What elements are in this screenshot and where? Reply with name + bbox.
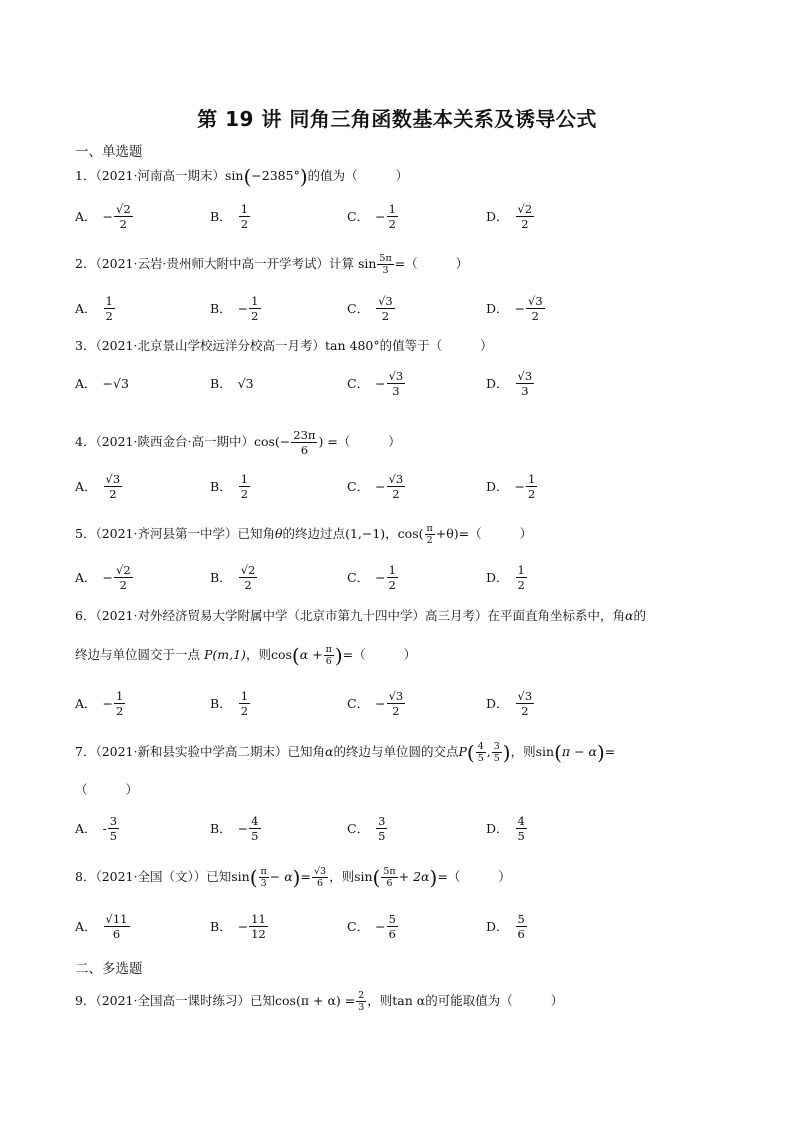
option-b (210, 363, 254, 403)
option-label: B． (210, 376, 232, 391)
denominator: 2 (240, 486, 249, 501)
denominator: 2 (244, 577, 252, 592)
option-a (75, 288, 116, 328)
denominator: 2 (240, 703, 249, 718)
option-sign: − (514, 300, 526, 316)
denominator: 3 (521, 383, 529, 398)
section-heading-multi-choice: 二、多选题 (75, 961, 143, 977)
numerator: 1 (528, 471, 536, 486)
option-label: A． (75, 821, 97, 836)
numerator: √3 (517, 368, 533, 383)
option-label: C． (347, 376, 370, 391)
option-fraction (114, 202, 133, 231)
option-b (210, 288, 262, 328)
option-fraction (526, 294, 545, 323)
option-fraction (526, 472, 537, 501)
denominator: 12 (251, 926, 266, 941)
option-fraction (249, 814, 260, 843)
option-b (210, 466, 251, 506)
numerator: 1 (517, 562, 525, 577)
fraction: $\frac{\pi}{2}$ (426, 523, 433, 546)
option-label: D． (486, 301, 509, 316)
option-fraction (249, 294, 260, 323)
fraction: $\frac{5\pi}{6}$ (383, 866, 396, 889)
numerator: √3 (105, 471, 121, 486)
fraction: $\frac{√3}{6}$ (313, 866, 327, 889)
option-sign: - (102, 820, 107, 836)
question-3: 3．（2021·北京景山学校远洋分校高一月考）tan 480°的值等于（ ） (75, 338, 493, 353)
option-label: D． (486, 376, 509, 391)
denominator: 5 (109, 828, 118, 843)
option-label: B． (210, 479, 232, 494)
option-label: B． (210, 209, 232, 224)
option-a (75, 196, 134, 236)
options-row (75, 906, 735, 946)
option-sign: − (237, 300, 249, 316)
denominator: 2 (251, 308, 259, 323)
denominator: 2 (119, 577, 127, 592)
options-row (75, 808, 735, 848)
numerator: 4 (517, 813, 525, 828)
numerator: √2 (116, 562, 131, 577)
fraction: $\frac{4}{5}$ (477, 741, 484, 764)
option-label: B． (210, 301, 232, 316)
option-fraction (516, 369, 535, 398)
option-value: −√3 (102, 375, 129, 391)
options-row (75, 196, 735, 236)
option-fraction (376, 294, 395, 323)
numerator: 1 (240, 201, 249, 216)
option-label: A． (75, 209, 97, 224)
option-label: D． (486, 919, 509, 934)
question-8: 8．（2021·全国（文））已知sin( $\frac{\pi}{3}$ − α)= $\frac{√3}{6}$ ，则sin( $\frac{5\pi}{6}$ + 2α)=（ ） (75, 865, 511, 890)
option-b (210, 683, 251, 723)
option-fraction (104, 472, 123, 501)
option-value: √3 (237, 375, 254, 391)
denominator: 2 (392, 703, 400, 718)
option-sign: − (375, 695, 386, 711)
option-fraction (108, 814, 119, 843)
option-label: A． (75, 696, 97, 711)
numerator: 1 (251, 293, 259, 308)
denominator: 2 (116, 703, 124, 718)
numerator: 11 (251, 911, 266, 926)
denominator: 3 (392, 383, 400, 398)
denominator: 2 (240, 216, 249, 231)
question-2: 2．（2021·云岩·贵州师大附中高一开学考试）计算 sin $\frac{5\pi}{3}$ =（ ） (75, 253, 469, 276)
option-c (347, 363, 406, 403)
option-sign: − (375, 569, 386, 585)
section-heading-single-choice: 一、单选题 (75, 144, 143, 160)
denominator: 2 (381, 308, 390, 323)
option-label: D． (486, 821, 509, 836)
option-sign: − (375, 918, 386, 934)
denominator: 6 (517, 926, 525, 941)
option-label: A． (75, 376, 97, 391)
option-fraction (104, 912, 130, 941)
option-label: C． (347, 301, 370, 316)
question-5: 5．（2021·齐河县第一中学）已知角θ的终边过点(1,−1)，cos( $\frac{\pi}{2}$ +θ)=（ ） (75, 523, 533, 546)
numerator: √3 (388, 471, 404, 486)
option-b (210, 906, 269, 946)
denominator: 2 (521, 703, 529, 718)
option-fraction (239, 689, 250, 718)
option-fraction (114, 689, 125, 718)
question-7-line-2: （ ） (75, 782, 139, 797)
numerator: 1 (388, 562, 396, 577)
option-fraction (516, 912, 527, 941)
denominator: 2 (119, 216, 127, 231)
option-label: B． (210, 570, 232, 585)
denominator: 5 (251, 828, 259, 843)
numerator: 3 (378, 813, 386, 828)
option-sign: − (375, 478, 386, 494)
option-b (210, 557, 258, 597)
option-fraction (516, 202, 535, 231)
option-fraction (516, 689, 535, 718)
fraction: $\frac{\pi}{3}$ (260, 866, 267, 889)
numerator: 1 (116, 688, 124, 703)
option-d (486, 466, 538, 506)
option-fraction (376, 814, 387, 843)
numerator: √2 (240, 562, 256, 577)
option-a (75, 808, 120, 848)
option-label: A． (75, 479, 97, 494)
option-label: D． (486, 209, 509, 224)
option-fraction (387, 472, 406, 501)
option-sign: − (237, 820, 249, 836)
option-d (486, 196, 535, 236)
numerator: √3 (388, 688, 404, 703)
option-fraction (387, 912, 398, 941)
option-label: B． (210, 821, 232, 836)
option-b (210, 808, 262, 848)
question-6-line-2: 终边与单位圆交于一点 P(m,1)，则cos(α + $\frac{\pi}{6}$ )=（ ） (75, 643, 417, 668)
option-d (486, 363, 535, 403)
option-c (347, 288, 396, 328)
option-sign: − (514, 478, 526, 494)
option-fraction (516, 563, 527, 592)
option-c (347, 196, 399, 236)
option-sign: − (375, 375, 386, 391)
denominator: 2 (388, 216, 396, 231)
option-label: D． (486, 696, 509, 711)
denominator: 2 (388, 577, 396, 592)
denominator: 5 (378, 828, 386, 843)
option-sign: − (237, 918, 249, 934)
denominator: 2 (105, 308, 113, 323)
numerator: 4 (251, 813, 259, 828)
numerator: 5 (388, 911, 396, 926)
option-c (347, 683, 406, 723)
option-a (75, 466, 123, 506)
option-d (486, 683, 535, 723)
denominator: 2 (531, 308, 539, 323)
question-4: 4．（2021·陕西金台·高一期中）cos(− $\frac{23\pi}{6}$ ) =（ ） (75, 428, 401, 457)
option-sign: − (375, 208, 386, 224)
denominator: 2 (517, 577, 525, 592)
option-a (75, 906, 131, 946)
option-fraction (516, 814, 527, 843)
option-c (347, 808, 388, 848)
option-fraction (114, 563, 133, 592)
options-row (75, 683, 735, 723)
option-sign: − (102, 695, 114, 711)
numerator: 5 (517, 911, 525, 926)
option-c (347, 906, 399, 946)
option-fraction (387, 563, 398, 592)
fraction: $\frac{5\pi}{3}$ (379, 253, 392, 276)
option-fraction (387, 689, 406, 718)
option-fraction (239, 202, 250, 231)
numerator: 1 (240, 471, 249, 486)
question-6: 6．（2021·对外经济贸易大学附属中学（北京市第九十四中学）高三月考）在平面直角坐标系中，角α的 (75, 608, 646, 623)
numerator: 1 (105, 293, 113, 308)
question-7: 7．（2021·新和县实验中学高二期末）已知角α的终边与单位圆的交点P( $\frac{4}{5}$ , $\frac{3}{5}$ )，则sin(π − α)= (75, 740, 616, 765)
numerator: √3 (517, 688, 533, 703)
denominator: 2 (392, 486, 400, 501)
option-label: D． (486, 570, 509, 585)
numerator: √3 (388, 368, 404, 383)
denominator: 2 (521, 216, 529, 231)
numerator: √3 (378, 293, 393, 308)
option-label: C． (347, 919, 370, 934)
option-fraction (249, 912, 268, 941)
option-d (486, 557, 528, 597)
option-label: A． (75, 919, 97, 934)
option-d (486, 808, 528, 848)
question-9: 9．（2021·全国高一课时练习）已知cos(π + α) = $\frac{2}{3}$ ，则tan α的可能取值为（ ） (75, 990, 564, 1013)
page-title: 第 19 讲 同角三角函数基本关系及诱导公式 (197, 107, 597, 131)
option-label: D． (486, 479, 509, 494)
fraction: $\frac{23\pi}{6}$ (293, 428, 316, 457)
option-label: C． (347, 570, 370, 585)
option-label: A． (75, 570, 97, 585)
option-fraction (239, 472, 250, 501)
numerator: 1 (240, 688, 249, 703)
option-a (75, 363, 129, 403)
option-label: C． (347, 696, 370, 711)
option-b (210, 196, 251, 236)
option-sign: − (102, 569, 114, 585)
option-a (75, 683, 126, 723)
question-1: 1．（2021·河南高一期末）sin(−2385°)的值为（ ） (75, 164, 409, 189)
option-fraction (387, 202, 398, 231)
option-c (347, 557, 399, 597)
numerator: √11 (105, 911, 128, 926)
option-label: C． (347, 821, 370, 836)
option-fraction (239, 563, 258, 592)
denominator: 6 (388, 926, 396, 941)
option-c (347, 466, 406, 506)
denominator: 6 (112, 926, 121, 941)
fraction: $\frac{2}{3}$ (358, 990, 365, 1013)
numerator: √2 (517, 201, 533, 216)
option-d (486, 288, 546, 328)
numerator: 1 (388, 201, 396, 216)
option-label: B． (210, 696, 232, 711)
fraction: $\frac{\pi}{6}$ (325, 644, 332, 667)
fraction: $\frac{3}{5}$ (493, 741, 500, 764)
option-sign: − (102, 208, 114, 224)
option-a (75, 557, 134, 597)
option-label: B． (210, 919, 232, 934)
option-label: C． (347, 479, 370, 494)
option-fraction (104, 294, 115, 323)
denominator: 5 (517, 828, 525, 843)
denominator: 2 (109, 486, 117, 501)
option-label: C． (347, 209, 370, 224)
options-row (75, 288, 735, 328)
numerator: √2 (116, 201, 131, 216)
denominator: 2 (528, 486, 536, 501)
options-row (75, 363, 735, 403)
numerator: √3 (528, 293, 543, 308)
options-row (75, 557, 735, 597)
option-label: A． (75, 301, 97, 316)
option-d (486, 906, 528, 946)
option-fraction (387, 369, 406, 398)
numerator: 3 (109, 813, 118, 828)
options-row (75, 466, 735, 506)
